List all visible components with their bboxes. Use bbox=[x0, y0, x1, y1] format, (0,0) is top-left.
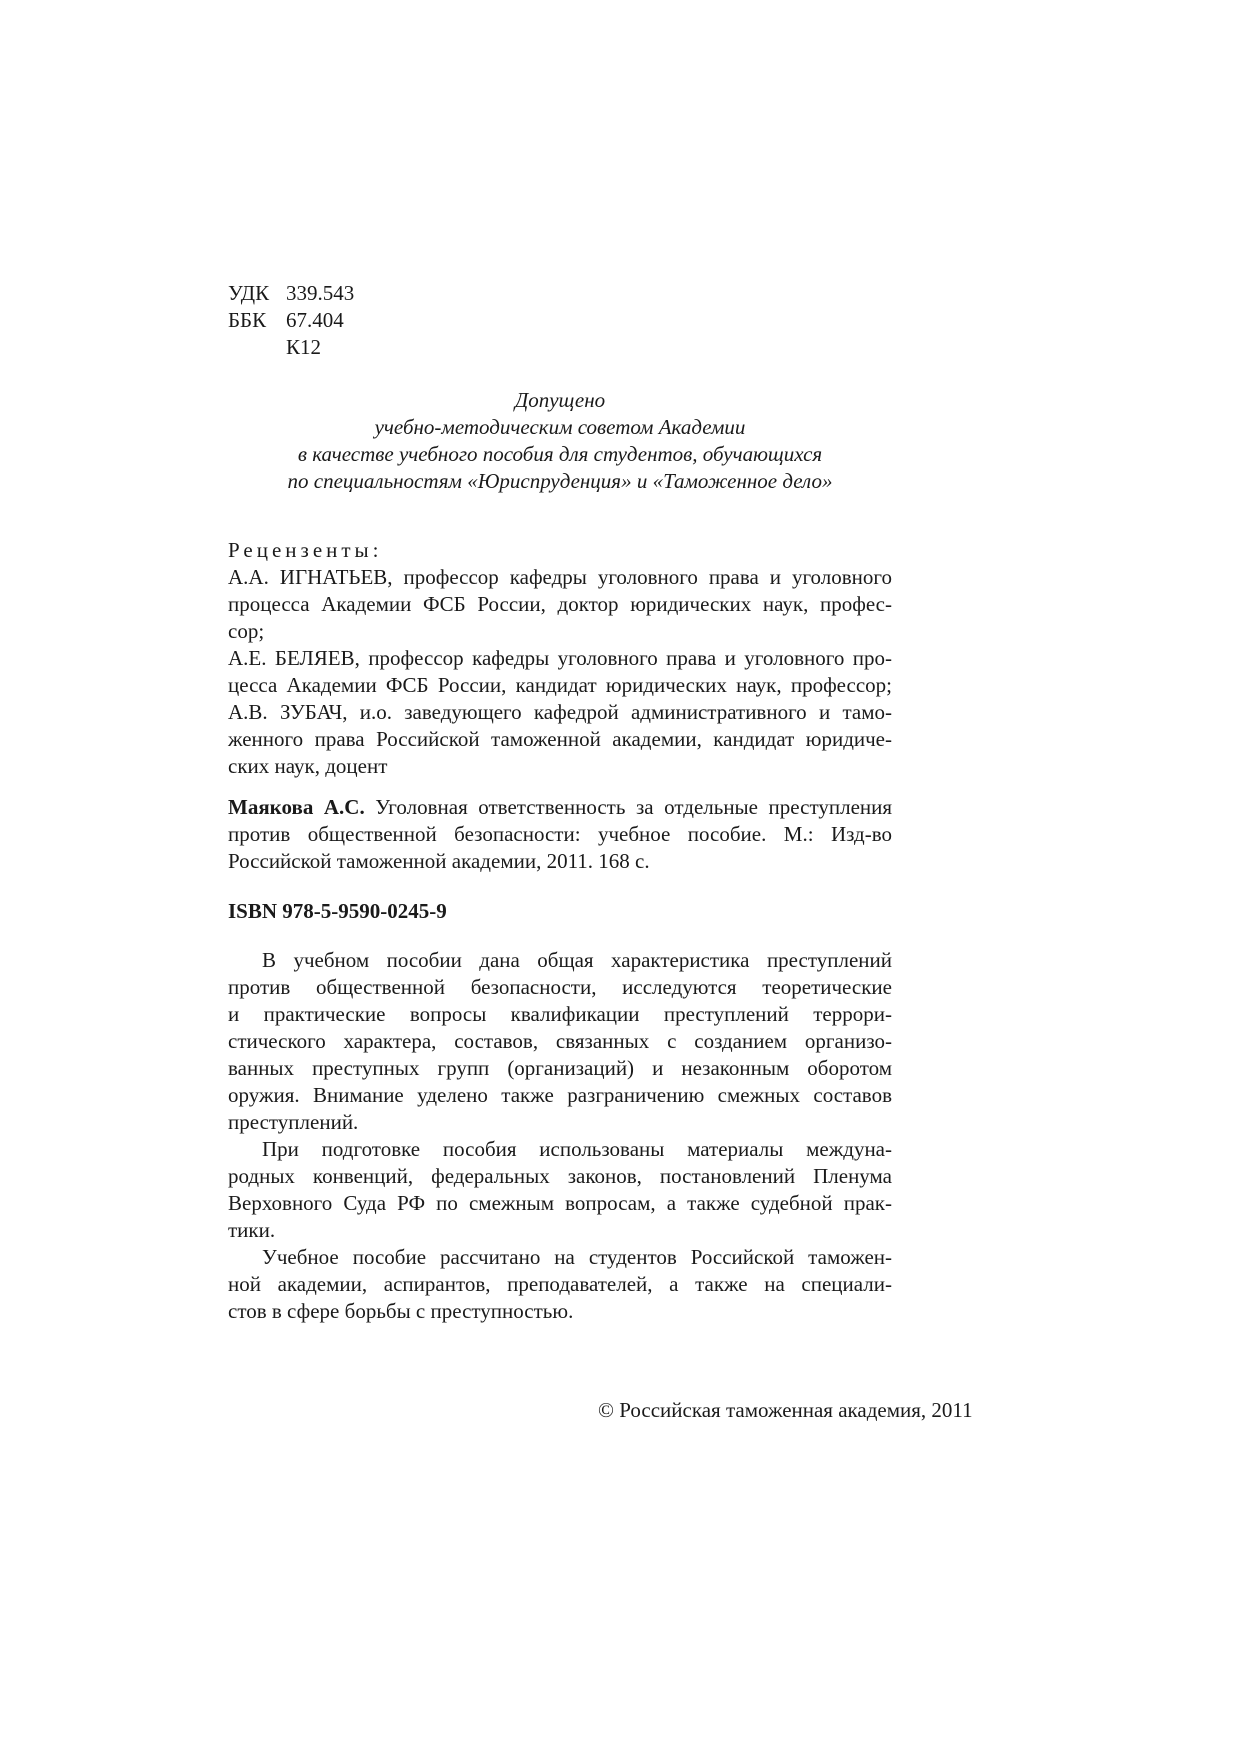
isbn: ISBN 978-5-9590-0245-9 bbox=[228, 899, 447, 923]
abstract-line: против общественной безопасности, исследуются теоретические bbox=[228, 975, 892, 999]
biblio-line: против общественной безопасности: учебное пособие. М.: Изд-во bbox=[228, 822, 892, 846]
reviewer-line: женного права Российской таможенной академии, кандидат юридиче- bbox=[228, 727, 892, 751]
bbk-value: 67.404 bbox=[286, 308, 344, 332]
reviewer-line: А.А. ИГНАТЬЕВ, профессор кафедры уголовного права и уголовного bbox=[228, 565, 892, 589]
abstract-line: ной академии, аспирантов, преподавателей, а также на специали- bbox=[228, 1272, 892, 1296]
bbk-row bbox=[228, 307, 892, 334]
biblio-title: Уголовная ответственность за отдельные преступления bbox=[375, 795, 893, 819]
copyright-notice: © Российская таможенная академия, 2011 bbox=[598, 1398, 973, 1422]
biblio-line bbox=[228, 794, 892, 821]
approval-line: в качестве учебного пособия для студентов, обучающихся bbox=[297, 442, 823, 466]
approval-line: учебно-методическим советом Академии bbox=[374, 415, 746, 439]
bbk-label: ББК bbox=[228, 308, 267, 332]
abstract-line: и практические вопросы квалификации преступлений террори- bbox=[228, 1002, 892, 1026]
abstract-line: оружия. Внимание уделено также разграничению смежных составов bbox=[228, 1083, 892, 1107]
abstract-line: Учебное пособие рассчитано на студентов Российской таможен- bbox=[262, 1245, 892, 1269]
abstract-line: преступлений. bbox=[228, 1110, 359, 1134]
abstract-line: стов в сфере борьбы с преступностью. bbox=[228, 1299, 574, 1323]
approval-notice bbox=[228, 387, 892, 495]
reviewer-line: сор; bbox=[228, 619, 265, 643]
abstract-line: Верховного Суда РФ по смежным вопросам, а также судебной прак- bbox=[228, 1191, 892, 1215]
abstract-line: тики. bbox=[228, 1218, 276, 1242]
reviewer-line: цесса Академии ФСБ России, кандидат юридических наук, профессор; bbox=[228, 673, 892, 697]
abstract-line: ванных преступных групп (организаций) и незаконным оборотом bbox=[228, 1056, 892, 1080]
reviewer-line: процесса Академии ФСБ России, доктор юридических наук, профес- bbox=[228, 592, 892, 616]
reviewer-line: А.В. ЗУБАЧ, и.о. заведующего кафедрой административного и тамо- bbox=[228, 700, 892, 724]
abstract-line: При подготовке пособия использованы материалы междуна- bbox=[262, 1137, 892, 1161]
abstract-line: стического характера, составов, связанных с созданием организо- bbox=[228, 1029, 892, 1053]
udk-label: УДК bbox=[228, 281, 270, 305]
reviewer-line: ских наук, доцент bbox=[228, 754, 388, 778]
abstract-line: В учебном пособии дана общая характеристика преступлений bbox=[262, 948, 892, 972]
reviewers-section bbox=[228, 537, 892, 780]
biblio-line: Российской таможенной академии, 2011. 168 с. bbox=[228, 849, 650, 873]
classification-codes bbox=[228, 280, 892, 361]
abstract bbox=[228, 947, 892, 1325]
bibliographic-record bbox=[228, 794, 892, 875]
abstract-line: родных конвенций, федеральных законов, постановлений Пленума bbox=[228, 1164, 892, 1188]
approval-line: по специальностям «Юриспруденция» и «Таможенное дело» bbox=[287, 469, 833, 493]
udk-row bbox=[228, 280, 892, 307]
udk-value: 339.543 bbox=[286, 281, 355, 305]
author-index: К12 bbox=[286, 335, 322, 359]
reviewer-line: А.Е. БЕЛЯЕВ, профессор кафедры уголовного права и уголовного про- bbox=[228, 646, 892, 670]
biblio-author: Маякова А.С. bbox=[228, 795, 365, 819]
reviewers-heading: Рецензенты: bbox=[228, 538, 383, 562]
approval-line: Допущено bbox=[514, 388, 606, 412]
